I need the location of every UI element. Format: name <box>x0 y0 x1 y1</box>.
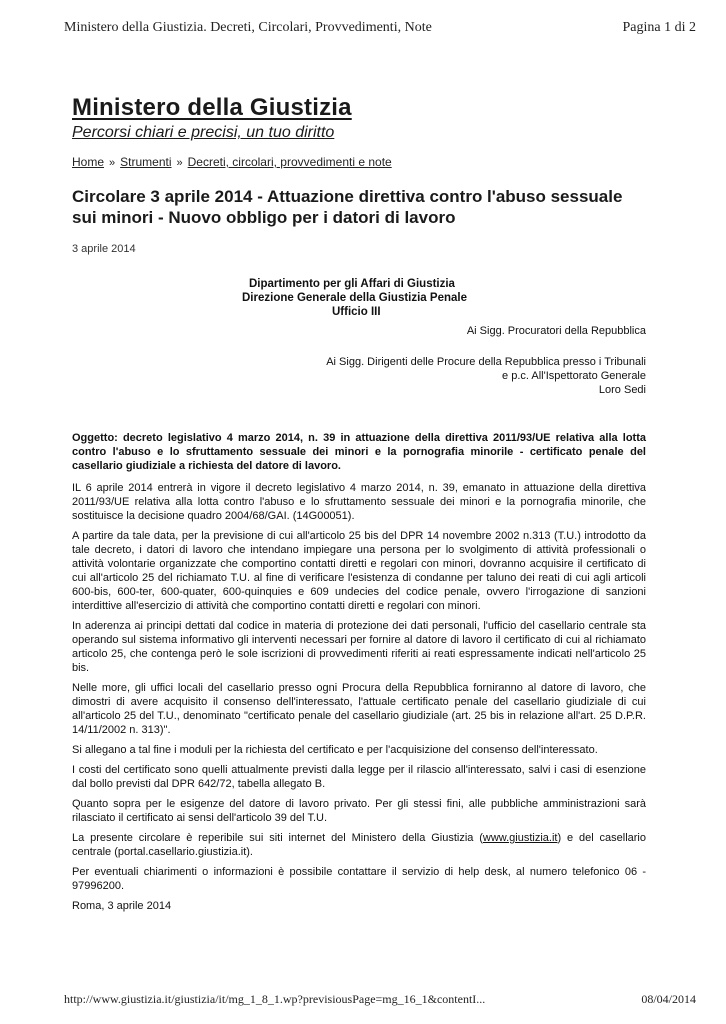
giustizia-link[interactable]: www.giustizia.it <box>482 832 558 844</box>
availability-paragraph <box>72 831 646 859</box>
body-paragraph: Si allegano a tal fine i moduli per la richiesta del certificato e per l'acquisizione del consenso dell'interessato. <box>72 744 598 756</box>
helpdesk-paragraph: Per eventuali chiarimenti o informazioni è possibile contattare il servizio di help desk, al numero telefonico 06 - 97996200. <box>72 866 646 892</box>
body-paragraph: IL 6 aprile 2014 entrerà in vigore il decreto legislativo 4 marzo 2014, n. 39, emanato in attuazione della direttiva 2011/93/UE relativa alla lotta contro l'abuso e lo sfruttamento sessuale dei minori e la pornografia minorile, che sostituisce la decisione quadro 2004/68/GAI. (14G00051). <box>72 482 646 522</box>
body-paragraph: Quanto sopra per le esigenze del datore di lavoro privato. Per gli stessi fini, alle pubbliche amministrazioni sarà rilasciato il certificato ai sensi dell'articolo 39 del T.U. <box>72 798 646 824</box>
recipient-ispettorato: e p.c. All'Ispettorato Generale <box>502 370 646 382</box>
breadcrumb-separator: » <box>109 157 116 169</box>
print-header <box>64 20 696 36</box>
availability-text-before: La presente circolare è reperibile sui siti internet del Ministero della Giustizia ( <box>72 832 483 844</box>
sender-block <box>72 277 662 319</box>
breadcrumb-decreti[interactable]: Decreti, circolari, provvedimenti e note <box>187 155 392 169</box>
breadcrumb-separator: » <box>176 157 183 169</box>
document-body <box>72 431 646 919</box>
breadcrumb-strumenti[interactable]: Strumenti <box>120 155 172 169</box>
sender-office: Ufficio III <box>332 306 381 318</box>
recipient-loro-sedi: Loro Sedi <box>598 384 646 396</box>
document-date: 3 aprile 2014 <box>72 243 136 255</box>
body-paragraph: Nelle more, gli uffici locali del casellario presso ogni Procura della Repubblica forniranno al datore di lavoro, che dimostri di avere acquisito il consenso dell'interessato, l'attuale certificato penale del casellario giudiziale di cui all'articolo 25 del T.U., denominato "certificato penale del casellario giudiziale (art. 25 bis in relazione all'art. 25 D.P.R. 14/11/2002 n. 313)". <box>72 682 646 736</box>
body-paragraph: In aderenza ai principi dettati dal codice in materia di protezione dei dati personali, l'ufficio del casellario centrale sta operando sul sistema informativo gli interventi necessari per fornire al datore di lavoro il certificato di cui al richiamato articolo 25, che contenga però le sole iscrizioni di provvedimenti riferiti ai reati espressamente indicati nell'articolo 25 bis. <box>72 620 646 674</box>
breadcrumb <box>72 155 392 169</box>
body-paragraph: I costi del certificato sono quelli attualmente previsti dalla legge per il rilascio all'interessato, salvi i casi di esenzione dal bollo previsti dal DPR 642/72, tabella allegato B. <box>72 764 646 790</box>
recipient-procuratori: Ai Sigg. Procuratori della Repubblica <box>466 325 646 337</box>
breadcrumb-home[interactable]: Home <box>72 155 105 169</box>
print-header-title: Ministero della Giustizia. Decreti, Circolari, Provvedimenti, Note <box>64 20 432 35</box>
print-footer-date: 08/04/2014 <box>641 992 696 1006</box>
recipient-dirigenti: Ai Sigg. Dirigenti delle Procure della Repubblica presso i Tribunali <box>326 356 646 368</box>
availability-text-middle: ) e del casellario centrale ( <box>72 832 646 858</box>
closing-place-date: Roma, 3 aprile 2014 <box>72 900 172 912</box>
sender-department: Dipartimento per gli Affari di Giustizia <box>249 278 455 290</box>
recipients-block <box>72 324 646 397</box>
site-subtitle: Percorsi chiari e precisi, un tuo diritto <box>72 124 335 141</box>
availability-text-after: ). <box>246 846 253 858</box>
subject-paragraph: Oggetto: decreto legislativo 4 marzo 2014, n. 39 in attuazione della direttiva 2011/93/UE relativa alla lotta contro l'abuso e lo sfruttamento sessuale dei minori e la pornografia minorile - certificato penale del casellario giudiziale a richiesta del datore di lavoro. <box>72 432 646 472</box>
print-header-page: Pagina 1 di 2 <box>622 20 696 35</box>
casellario-link[interactable]: portal.casellario.giustizia.it <box>117 846 247 858</box>
print-footer-url: http://www.giustizia.it/giustizia/it/mg_1_8_1.wp?previsiousPage=mg_16_1&contentI... <box>64 992 486 1006</box>
document-title: Circolare 3 aprile 2014 - Attuazione direttiva contro l'abuso sessuale sui minori - Nuovo obbligo per i datori di lavoro <box>72 187 623 227</box>
site-title[interactable]: Ministero della Giustizia <box>72 94 352 121</box>
print-footer <box>64 992 696 1007</box>
sender-directorate: Direzione Generale della Giustizia Penale <box>242 292 467 304</box>
body-paragraph: A partire da tale data, per la previsione di cui all'articolo 25 bis del DPR 14 novembre 2002 n.313 (T.U.) introdotto da tale decreto, i datori di lavoro che intendano impiegare una persona per lo svolgimento di attività professionali o attività volontarie organizzate che comportino contatti diretti e regolari con minori, dovranno acquisire il certificato di cui all'articolo 25 del richiamato T.U. al fine di verificare l'esistenza di condanne per taluno dei reati di cui agli articoli 600-bis, 600-ter, 600-quater, 600-quinquies e 609 undecies del codice penale, ovvero l'irrogazione di sanzioni interdittive all'esercizio di attività che comportino contatti diretti e regolari con minori. <box>72 530 646 612</box>
